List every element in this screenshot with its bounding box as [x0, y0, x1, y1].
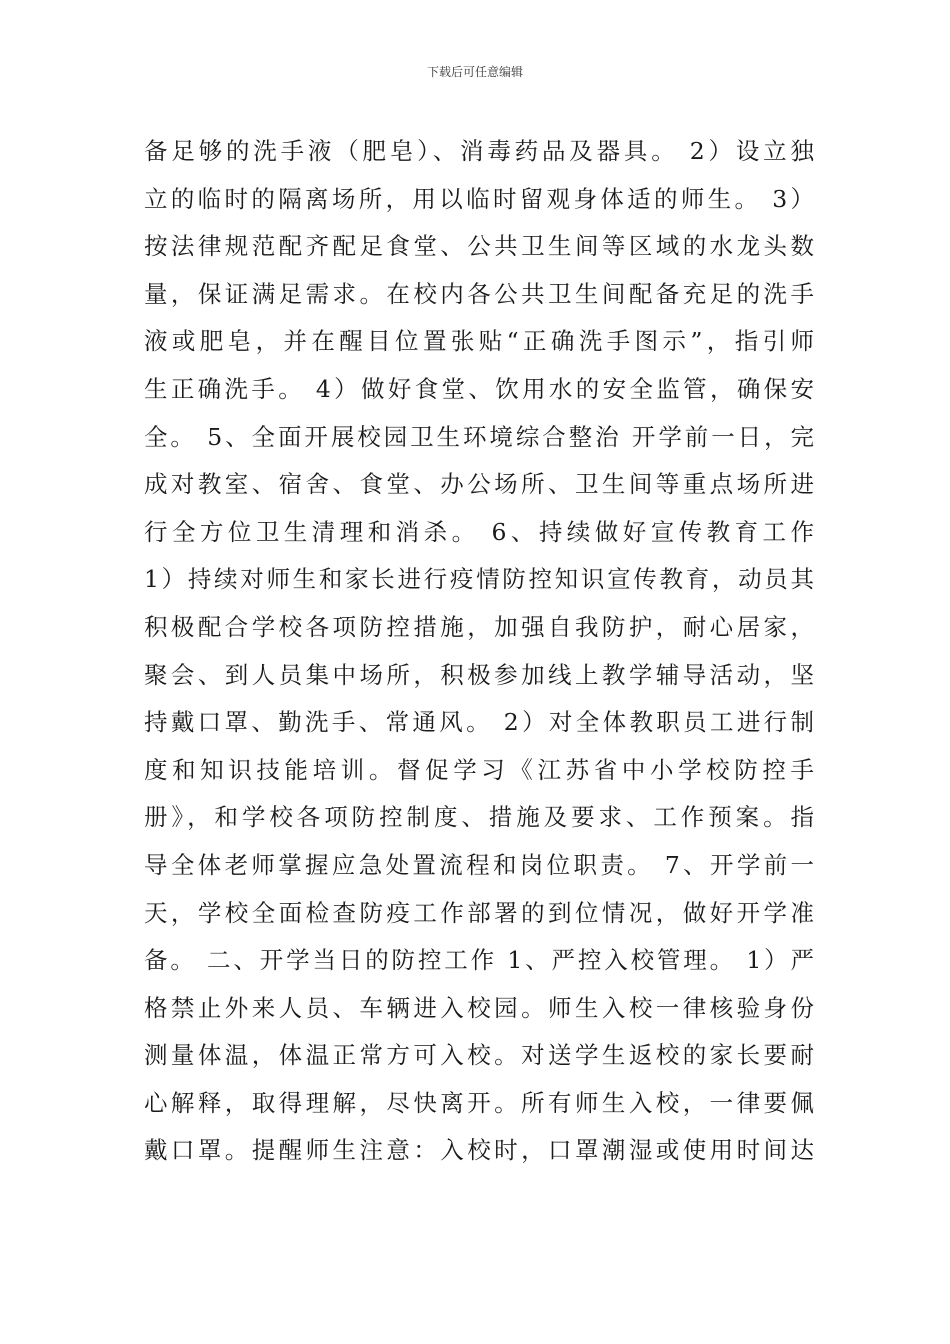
body-line: 积极配合学校各项防控措施，加强自我防护，耐心居家，	[144, 612, 814, 641]
body-line: 持戴口罩、勤洗手、常通风。 2）对全体教职员工进行制	[144, 708, 814, 737]
body-line: 按法律规范配齐配足食堂、公共卫生间等区域的水龙头数	[144, 232, 814, 261]
body-line: 册》，和学校各项防控制度、措施及要求、工作预案。指	[144, 803, 814, 832]
body-line: 液或肥皂，并在醒目位置张贴“正确洗手图示”，指引师	[144, 327, 814, 356]
body-line: 1）持续对师生和家长进行疫情防控知识宣传教育，动员其	[144, 565, 814, 594]
body-line: 生正确洗手。 4）做好食堂、饮用水的安全监管，确保安	[144, 374, 814, 403]
body-line: 量，保证满足需求。在校内各公共卫生间配备充足的洗手	[144, 279, 814, 308]
body-line: 立的临时的隔离场所，用以临时留观身体适的师生。 3）	[144, 184, 814, 213]
document-body	[144, 128, 814, 1175]
body-line: 心解释，取得理解，尽快离开。所有师生入校，一律要佩	[144, 1088, 814, 1117]
body-line: 行全方位卫生清理和消杀。 6、持续做好宣传教育工作	[144, 517, 814, 546]
body-line: 成对教室、宿舍、食堂、办公场所、卫生间等重点场所进	[144, 470, 814, 499]
body-line: 度和知识技能培训。督促学习《江苏省中小学校防控手	[144, 755, 814, 784]
body-line: 全。 5、全面开展校园卫生环境综合整治 开学前一日，完	[144, 422, 814, 451]
body-line: 测量体温，体温正常方可入校。对送学生返校的家长要耐	[144, 1041, 814, 1070]
body-line: 戴口罩。提醒师生注意：入校时，口罩潮湿或使用时间达	[144, 1136, 814, 1165]
body-line: 天，学校全面检查防疫工作部署的到位情况，做好开学准	[144, 898, 814, 927]
body-line: 备。 二、开学当日的防控工作 1、严控入校管理。 1）严	[144, 946, 814, 975]
body-line: 聚会、到人员集中场所，积极参加线上教学辅导活动，坚	[144, 660, 814, 689]
body-line: 备足够的洗手液（肥皂）、消毒药品及器具。 2）设立独	[144, 137, 814, 165]
body-line: 格禁止外来人员、车辆进入校园。师生入校一律核验身份	[144, 993, 814, 1022]
body-line: 导全体老师掌握应急处置流程和岗位职责。 7、开学前一	[144, 850, 814, 879]
page-header-note: 下载后可任意编辑	[426, 65, 523, 79]
